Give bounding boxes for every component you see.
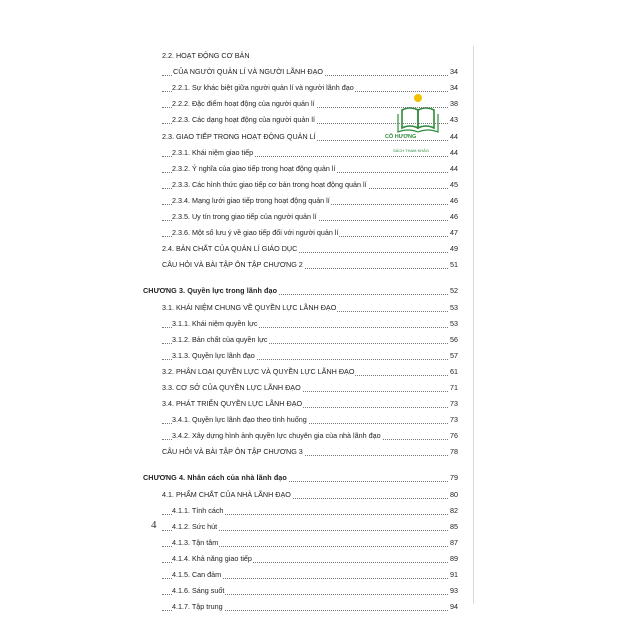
toc-entry-title: 2.3.1. Khái niệm giao tiếp <box>172 147 254 157</box>
toc-entry <box>162 567 458 583</box>
toc-entry-title: 4.1.5. Can đảm <box>172 570 222 579</box>
toc-entry <box>162 177 458 193</box>
toc-entry-page: 45 <box>450 179 458 189</box>
toc-entry-title: 4.1.7. Tập trung <box>172 602 223 612</box>
toc-entry <box>162 145 458 161</box>
toc-entry-title: CỦA NGƯỜI QUẢN LÍ VÀ NGƯỜI LÃNH ĐẠO <box>173 67 324 77</box>
logo-subtitle: SÁCH THAM KHẢO <box>393 148 429 153</box>
toc-entry-page: 87 <box>450 537 458 547</box>
toc-entry-page: 38 <box>450 99 458 109</box>
toc-entry <box>162 428 458 444</box>
toc-entry <box>162 64 458 80</box>
toc-entry-title: CHƯƠNG 4. Nhân cách của nhà lãnh đạo <box>143 473 287 483</box>
toc-entry <box>162 209 458 225</box>
toc-entry-page: 44 <box>450 147 458 157</box>
toc-entry-title: 3.2. PHÂN LOẠI QUYỀN LỰC VÀ QUYỀN LỰC LÃNH ĐẠO <box>162 366 355 376</box>
toc-entry-title: 4.1. PHẨM CHẤT CỦA NHÀ LÃNH ĐẠO <box>162 489 291 499</box>
toc-entry <box>143 283 458 299</box>
toc-entry <box>162 225 458 241</box>
toc-entry <box>162 396 458 412</box>
toc-entry-page: 73 <box>450 415 458 425</box>
toc-entry-page: 91 <box>450 570 458 579</box>
toc-entry <box>162 364 458 380</box>
toc-entry-title: 3.1. KHÁI NIỆM CHUNG VỀ QUYỀN LỰC LÃNH ĐẠO <box>162 302 337 312</box>
table-of-contents <box>143 48 458 615</box>
toc-entry-title: 2.3. GIAO TIẾP TRONG HOẠT ĐỘNG QUẢN LÍ <box>162 131 316 141</box>
toc-entry-title: 4.1.1. Tính cách <box>172 505 224 515</box>
toc-entry-title: CHƯƠNG 3. Quyền lực trong lãnh đạo <box>143 286 278 296</box>
toc-entry <box>143 470 458 486</box>
toc-entry-title: 2.3.3. Các hình thức giao tiếp cơ bản trong hoạt động quản lí <box>172 179 367 189</box>
toc-entry-page: 49 <box>450 244 458 254</box>
toc-entry-title: 3.4. PHÁT TRIỂN QUYỀN LỰC LÃNH ĐẠO <box>162 399 303 409</box>
toc-entry-title: 2.3.5. Uy tín trong giao tiếp của người quản lí <box>172 212 317 222</box>
toc-entry-page: 53 <box>450 318 458 328</box>
toc-entry <box>162 583 458 599</box>
toc-entry-page: 53 <box>450 302 458 312</box>
toc-entry-page: 47 <box>450 228 458 238</box>
toc-entry <box>162 299 458 315</box>
toc-entry-title: CÂU HỎI VÀ BÀI TẬP ÔN TẬP CHƯƠNG 2 <box>162 260 303 270</box>
logo-title: CÔ HƯƠNG <box>385 134 417 140</box>
toc-entry-title: 3.1.2. Bản chất của quyền lực <box>172 334 268 344</box>
toc-entry-page: 71 <box>450 382 458 392</box>
toc-entry-page: 52 <box>450 286 458 296</box>
toc-entry <box>162 444 458 460</box>
toc-entry-page: 43 <box>450 115 458 125</box>
toc-entry <box>162 503 458 519</box>
toc-gap <box>162 460 458 470</box>
toc-entry-title: 2.3.4. Mạng lưới giao tiếp trong hoạt động quản lí <box>172 195 330 205</box>
toc-entry-title: 4.1.3. Tận tâm <box>172 537 219 547</box>
toc-entry-title: 2.2. HOẠT ĐỘNG CƠ BẢN <box>162 51 250 61</box>
toc-entry-title: 2.2.3. Các dạng hoạt động của người quản lí <box>172 115 315 125</box>
toc-entry-page: 34 <box>450 83 458 93</box>
toc-entry <box>162 380 458 396</box>
toc-entry <box>162 519 458 535</box>
toc-entry-title: 3.4.1. Quyền lực lãnh đạo theo tình huống <box>172 415 307 425</box>
toc-heading-2-2 <box>162 48 458 64</box>
toc-entry <box>162 161 458 177</box>
toc-entry <box>162 80 458 96</box>
toc-entry-page: 57 <box>450 350 458 360</box>
toc-entry-page: 34 <box>450 67 458 77</box>
toc-entry-page: 79 <box>450 473 458 483</box>
toc-entry-page: 89 <box>450 553 458 563</box>
toc-entry <box>162 348 458 364</box>
toc-entry-title: 4.1.6. Sáng suốt <box>172 586 225 596</box>
toc-entry-title: 2.2.1. Sự khác biệt giữa người quản lí và người lãnh đạo <box>172 83 354 93</box>
toc-entry <box>162 241 458 257</box>
toc-entry-page: 44 <box>450 163 458 173</box>
toc-entry <box>162 412 458 428</box>
toc-entry-page: 46 <box>450 212 458 222</box>
toc-entry-title: 2.3.6. Một số lưu ý về giao tiếp đối với người quản lí <box>172 228 339 238</box>
toc-entry-title: 3.3. CƠ SỞ CỦA QUYỀN LỰC LÃNH ĐẠO <box>162 382 301 392</box>
toc-entry-page: 56 <box>450 334 458 344</box>
toc-entry-title: 3.1.3. Quyền lực lãnh đạo <box>172 350 255 360</box>
page-number: 4 <box>151 519 157 531</box>
toc-entry <box>162 316 458 332</box>
toc-entry-page: 46 <box>450 195 458 205</box>
toc-entry-page: 61 <box>450 366 458 376</box>
toc-entry-title: 3.1.1. Khái niệm quyền lực <box>172 318 258 328</box>
toc-entry-title: 3.4.2. Xây dựng hình ảnh quyền lực chuyên gia của nhà lãnh đạo <box>172 431 381 441</box>
toc-entry-page: 76 <box>450 431 458 441</box>
toc-entry <box>162 257 458 273</box>
toc-entry-page: 78 <box>450 447 458 457</box>
toc-entry <box>162 128 458 144</box>
toc-entry <box>162 551 458 567</box>
toc-entry-title: 4.1.4. Khả năng giao tiếp <box>172 553 252 563</box>
toc-gap <box>162 273 458 283</box>
toc-entry <box>162 112 458 128</box>
toc-entry-page: 51 <box>450 260 458 270</box>
toc-entry-title: CÂU HỎI VÀ BÀI TẬP ÔN TẬP CHƯƠNG 3 <box>162 447 303 457</box>
toc-entry <box>162 332 458 348</box>
toc-entry-page: 73 <box>450 399 458 409</box>
toc-entry-page: 44 <box>450 131 458 141</box>
toc-entry-page: 82 <box>450 505 458 515</box>
toc-entry <box>162 193 458 209</box>
toc-entry-page: 93 <box>450 586 458 596</box>
toc-entry <box>162 599 458 615</box>
toc-entry-title: 2.2.2. Đặc điểm hoạt động của người quản lí <box>172 99 315 109</box>
toc-entry-page: 94 <box>450 602 458 612</box>
toc-entry-page: 85 <box>450 521 458 531</box>
toc-entry-title: 4.1.2. Sức hút <box>172 521 218 531</box>
toc-entry-title: 2.4. BẢN CHẤT CỦA QUẢN LÍ GIÁO DỤC <box>162 244 298 254</box>
toc-entry-page: 80 <box>450 489 458 499</box>
toc-entry <box>162 535 458 551</box>
toc-entry-title: 2.3.2. Ý nghĩa của giao tiếp trong hoạt động quản lí <box>172 163 336 173</box>
toc-entry <box>162 96 458 112</box>
toc-entry <box>162 486 458 502</box>
